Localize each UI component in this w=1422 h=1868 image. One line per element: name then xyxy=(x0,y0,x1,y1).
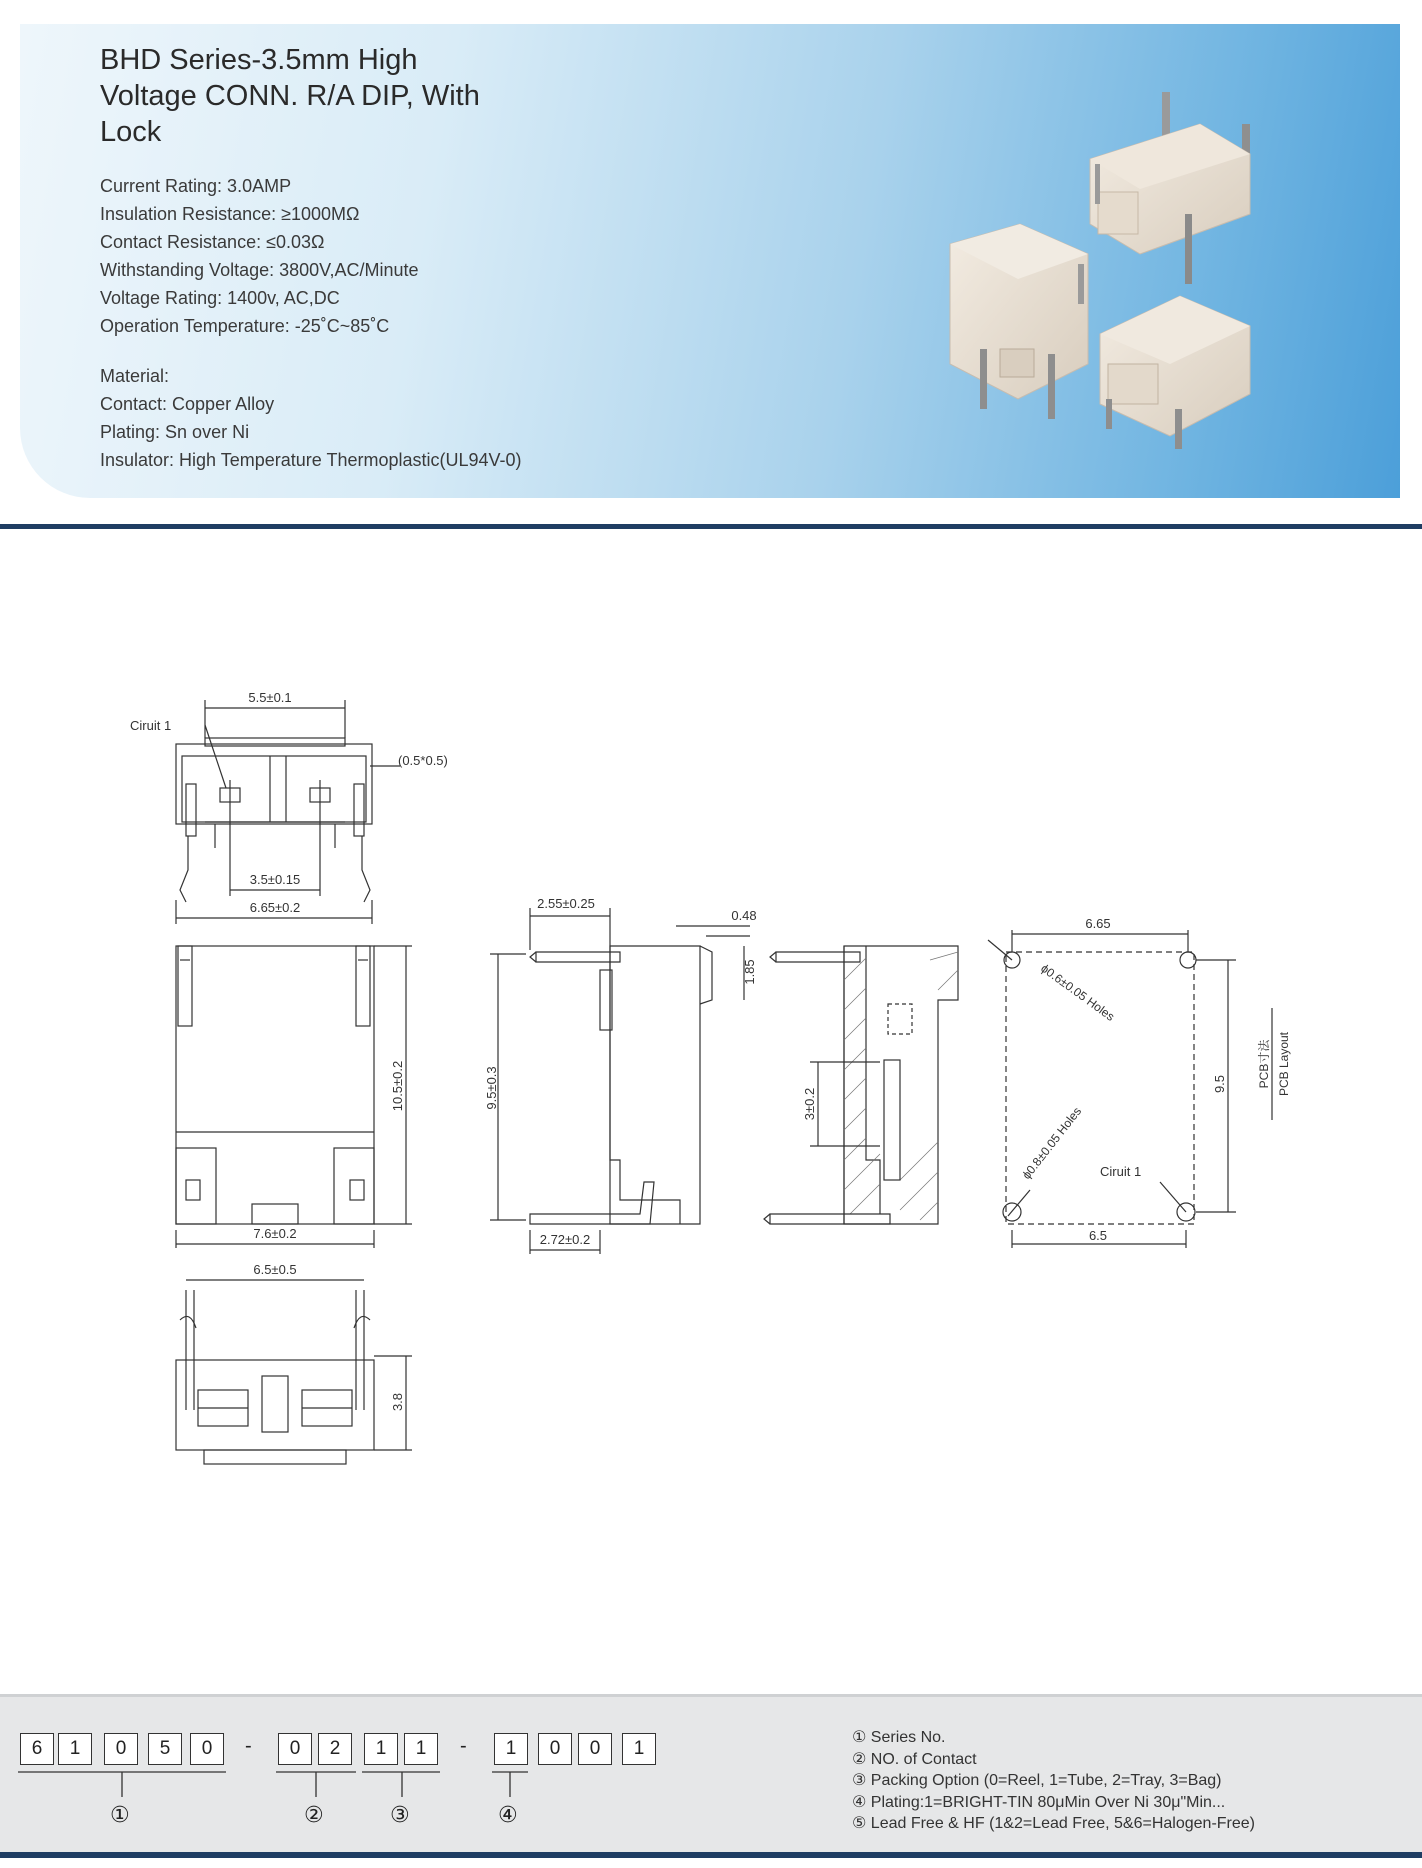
spec-contact-resistance: Contact Resistance: ≤0.03Ω xyxy=(100,232,325,252)
header-banner xyxy=(20,24,1400,498)
pn-dash: - xyxy=(245,1735,252,1757)
dim-front-width: 5.5±0.1 xyxy=(248,690,292,705)
bottom-divider xyxy=(0,1852,1422,1858)
pcb-title-en: PCB Layout xyxy=(1277,1031,1291,1097)
pn-marker-3: ③ xyxy=(390,1803,410,1828)
pn-digit: 0 xyxy=(104,1733,138,1765)
pcb-circuit-label: Ciruit 1 xyxy=(1100,1164,1142,1179)
legend-item-contacts: ② NO. of Contact xyxy=(852,1750,977,1768)
legend-item-packing: ③ Packing Option (0=Reel, 1=Tube, 2=Tray, 3=Bag) xyxy=(852,1772,1222,1789)
top-divider xyxy=(0,524,1422,529)
pn-digit: 0 xyxy=(278,1733,312,1765)
front-circuit-label: Ciruit 1 xyxy=(130,718,172,733)
pn-digit: 5 xyxy=(148,1733,182,1765)
pn-digit: 1 xyxy=(622,1733,656,1765)
dim-pin-span: 6.5±0.5 xyxy=(253,1262,297,1277)
connector-photo-1 xyxy=(1090,92,1250,284)
material-insulator: Insulator: High Temperature Thermoplastic(UL94V-0) xyxy=(100,450,522,470)
legend-item-plating: ④ Plating:1=BRIGHT-TIN 80μMin Over Ni 30μ"Min... xyxy=(852,1793,1226,1811)
side-view xyxy=(490,908,750,1254)
pn-legend xyxy=(852,1727,1255,1835)
product-title: BHD Series-3.5mm High Voltage CONN. R/A DIP, With Lock xyxy=(100,44,480,148)
pcb-layout xyxy=(988,930,1272,1248)
connector-photo xyxy=(920,64,1320,484)
part-number-footer xyxy=(0,1694,1422,1855)
pn-digit: 0 xyxy=(578,1733,612,1765)
dim-thickness: 0.48 xyxy=(731,908,757,923)
dim-side-height: 9.5±0.3 xyxy=(484,1066,499,1110)
pn-digit: 1 xyxy=(58,1733,92,1765)
pcb-holes-b: ϕ0.8±0.05 Holes xyxy=(1019,1104,1085,1182)
pn-marker-1: ① xyxy=(110,1803,130,1828)
specs-list xyxy=(100,172,419,340)
pn-dash: - xyxy=(460,1735,467,1757)
technical-drawing xyxy=(0,600,1422,1480)
pn-digit: 1 xyxy=(404,1733,438,1765)
spec-insulation: Insulation Resistance: ≥1000MΩ xyxy=(100,204,360,224)
dim-top-height: 10.5±0.2 xyxy=(390,1060,405,1112)
dim-section-depth: 3±0.2 xyxy=(802,1087,817,1121)
pn-digit: 6 xyxy=(20,1733,54,1765)
front-view xyxy=(176,700,400,924)
materials-list xyxy=(100,362,522,474)
pn-digit: 2 xyxy=(318,1733,352,1765)
dim-top-width: 7.6±0.2 xyxy=(253,1226,297,1241)
pn-digit: 1 xyxy=(494,1733,528,1765)
pcb-title-cn: PCB寸法 xyxy=(1257,1039,1271,1089)
spec-withstanding: Withstanding Voltage: 3800V,AC/Minute xyxy=(100,260,419,280)
spec-temperature: Operation Temperature: -25˚C~85˚C xyxy=(100,316,390,336)
pn-bracket-lines xyxy=(0,1697,700,1855)
pcb-dim-top: 6.65 xyxy=(1085,916,1111,931)
dim-pin-length: 2.55±0.25 xyxy=(537,896,595,911)
dim-front-overall: 6.65±0.2 xyxy=(249,900,301,915)
dim-pad: (0.5*0.5) xyxy=(398,753,448,768)
pn-marker-2: ② xyxy=(304,1803,324,1828)
legend-item-leadfree: ⑤ Lead Free & HF (1&2=Lead Free, 5&6=Halogen-Free) xyxy=(852,1815,1255,1832)
connector-photo-2 xyxy=(950,224,1088,419)
top-view xyxy=(176,946,412,1248)
dim-pin-bottom: 2.72±0.2 xyxy=(539,1232,591,1247)
pn-digit: 0 xyxy=(190,1733,224,1765)
pcb-dim-bottom: 6.5 xyxy=(1088,1228,1108,1243)
dim-pitch: 3.5±0.15 xyxy=(249,872,301,887)
pcb-holes-a: ϕ0.6±0.05 Holes xyxy=(1038,961,1118,1024)
section-view xyxy=(764,946,958,1224)
spec-current: Current Rating: 3.0AMP xyxy=(100,176,292,196)
connector-photo-3 xyxy=(1100,296,1250,449)
pn-digit: 0 xyxy=(538,1733,572,1765)
material-heading: Material: xyxy=(100,366,170,386)
dim-side-offset: 1.85 xyxy=(742,959,757,985)
pcb-dim-height: 9.5 xyxy=(1212,1074,1227,1094)
pn-digit: 1 xyxy=(364,1733,398,1765)
spec-voltage: Voltage Rating: 1400v, AC,DC xyxy=(100,288,340,308)
material-contact: Contact: Copper Alloy xyxy=(100,394,275,414)
pn-marker-4: ④ xyxy=(498,1803,518,1828)
bottom-view xyxy=(176,1280,412,1464)
legend-item-series: ① Series No. xyxy=(852,1729,946,1746)
dim-bottom-height: 3.8 xyxy=(390,1392,405,1412)
material-plating: Plating: Sn over Ni xyxy=(100,422,250,442)
